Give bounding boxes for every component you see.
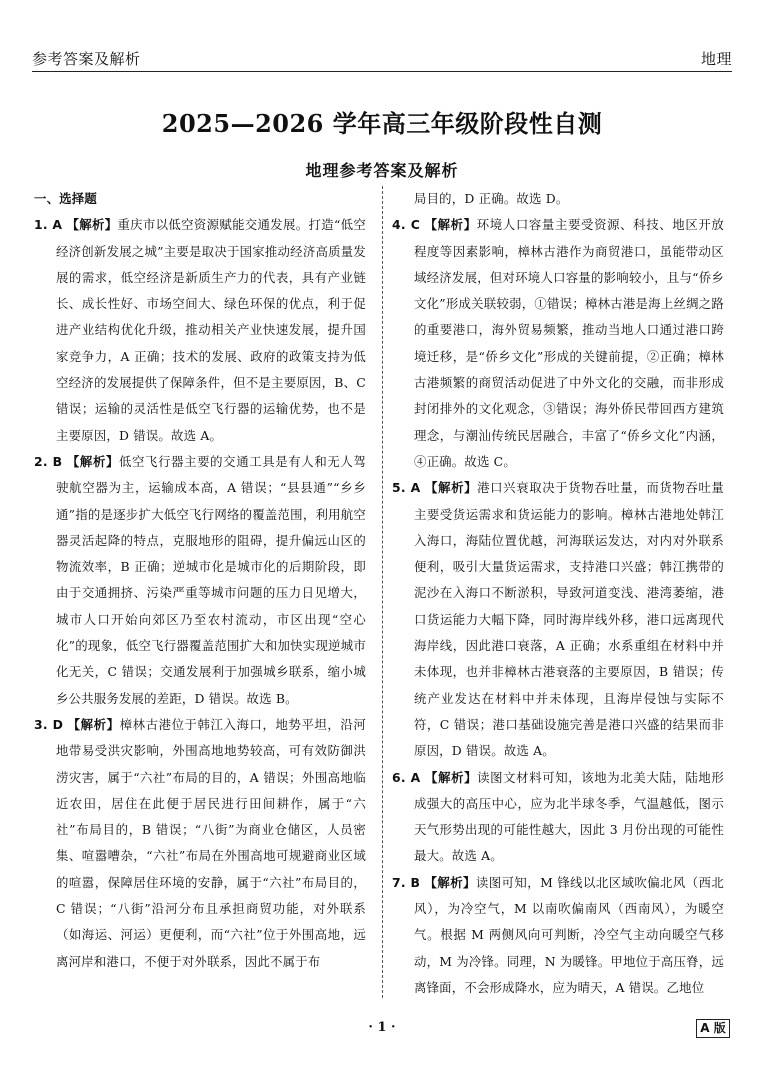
header-subject-label: 地理 — [700, 50, 732, 68]
question-text: 低空飞行器主要的交通工具是有人和无人驾驶航空器为主，运输成本高，A 错误；“县县通”“乡乡通”指的是逐步扩大低空飞行网络的覆盖范围，利用航空器灵活起降的特点，克服地形的阻碍，提升偏远山区的物流效率，B 正确；逆城市化是城市化的后期阶段，即由于交通拥挤、污染严重等城市问题的压力日见增大，城市人口开始向郊区乃至农村流动，市区出现“空心化”的现象，低空飞行器覆盖范围扩大和加快实现逆城市化无关，C 错误；交通发展利于加强城乡联系，缩小城乡公共服务发展的差距，D 错误。故选 B。 — [56, 453, 366, 706]
question-5 — [392, 475, 724, 764]
question-3 — [34, 712, 366, 975]
question-2 — [34, 449, 366, 712]
question-text: 读图文材料可知，该地为北美大陆，陆地形成强大的高压中心，应为北半球冬季，气温越低，图示天气形势出现的可能性越大，因此 3 月份出现的可能性最大。故选 A。 — [414, 769, 724, 864]
question-number: 5. A — [392, 480, 421, 496]
question-number: 3. D — [34, 716, 64, 732]
column-divider — [382, 186, 383, 998]
right-column — [392, 186, 724, 1001]
question-text: 环境人口容量主要受资源、科技、地区开放程度等因素影响，樟林古港作为商贸港口，虽能带动区域经济发展，但对环境人口容量的影响较小，且与“侨乡文化”形成关联较弱，①错误；樟林古港是海上丝绸之路的重要港口，海外贸易频繁，推动当地人口通过港口跨境迁移，是“侨乡文化”形成的关键前提，②正确；樟林古港频繁的商贸活动促进了中外文化的交融，而非形成封闭排外的文化观念，③错误；海外侨民带回西方建筑理念，与潮汕传统民居融合，丰富了“侨乡文化”内涵，④正确。故选 C。 — [414, 217, 724, 469]
left-column — [34, 186, 366, 975]
analysis-tag: 【解析】 — [425, 480, 478, 496]
question-text: 重庆市以低空资源赋能交通发展。打造“低空经济创新发展之城”主要是取决于国家推动经济高质量发展的需求，低空经济是新质生产力的代表，具有产业链长、成长性好、市场空间大、绿色环保的优点，利于促进产业结构优化升级，推动相关产业快速发展，提升国家竞争力，A 正确；技术的发展、政府的政策支持为低空经济的发展提供了保障条件，但不是主要原因，B、C 错误；运输的灵活性是低空飞行器的运输优势，也不是主要原因，D 错误。故选 A。 — [56, 217, 366, 443]
header-left-label: 参考答案及解析 — [32, 50, 141, 68]
question-number: 7. B — [392, 874, 421, 890]
question-6 — [392, 765, 724, 870]
question-4 — [392, 212, 724, 475]
question-3-continued: 局目的，D 正确。故选 D。 — [414, 191, 569, 206]
question-text: 港口兴衰取决于货物吞吐量，而货物吞吐量主要受货运需求和货运能力的影响。樟林古港地处韩江入海口，海陆位置优越，河海联运发达，对内对外联系便利，吸引大量货运需求，支持港口兴盛；韩江携带的泥沙在入海口不断淤积，导致河道变浅、港湾萎缩，港口货运能力大幅下降，同时海岸线外移，港口远离现代海岸线，因此港口衰落，A 正确；水系重组在材料中并未体现，也并非樟林古港衰落的主要原因，B 错误；传统产业发达在材料中并未体现，且海岸侵蚀与实际不符，C 错误；港口基础设施完善是港口兴盛的结果而非原因，D 错误。故选 A。 — [414, 480, 724, 759]
page-title: 2025—2026 学年高三年级阶段性自测 — [161, 109, 603, 138]
question-number: 6. A — [392, 769, 421, 785]
question-number: 2. B — [34, 453, 63, 469]
page-subtitle: 地理参考答案及解析 — [305, 161, 459, 180]
question-text: 读图可知，M 锋线以北区域吹偏北风（西北风），为冷空气，M 以南吹偏南风（西南风），为暖空气。根据 M 两侧风向可判断，冷空气主动向暖空气移动，M 为冷锋。同理，N 为暖锋。甲地位于高压脊，远离锋面，不会形成降水，应为晴天，A 错误。乙地位 — [414, 874, 724, 995]
analysis-tag: 【解析】 — [66, 453, 119, 469]
page-header — [32, 46, 732, 72]
analysis-tag: 【解析】 — [67, 716, 120, 732]
analysis-tag: 【解析】 — [425, 769, 478, 785]
question-number: 4. C — [392, 217, 420, 233]
analysis-tag: 【解析】 — [66, 217, 118, 233]
section-heading: 一、选择题 — [34, 191, 97, 206]
question-7 — [392, 870, 724, 1001]
version-badge: A 版 — [696, 1019, 730, 1038]
page-number: · 1 · — [368, 1020, 396, 1035]
analysis-tag: 【解析】 — [424, 874, 476, 890]
analysis-tag: 【解析】 — [424, 217, 477, 233]
question-number: 1. A — [34, 217, 63, 233]
question-1 — [34, 212, 366, 449]
question-text: 樟林古港位于韩江入海口，地势平坦，沿河地带易受洪灾影响，外围高地地势较高，可有效防御洪涝灾害，属于“六社”布局的目的，A 错误；外围高地临近农田，居住在此便于居民进行田间耕作，属于“六社”布局目的，B 错误；“八街”为商业仓储区，人员密集、喧嚣嘈杂，“六社”布局在外围高地可规避商业区域的喧嚣，保障居住环境的安静，属于“六社”布局目的，C 错误；“八街”沿河分布且承担商贸功能，对外联系（如海运、河运）更便利，而“六社”位于外围高地，远离河岸和港口，不便于对外联系，因此不属于布 — [56, 716, 366, 969]
